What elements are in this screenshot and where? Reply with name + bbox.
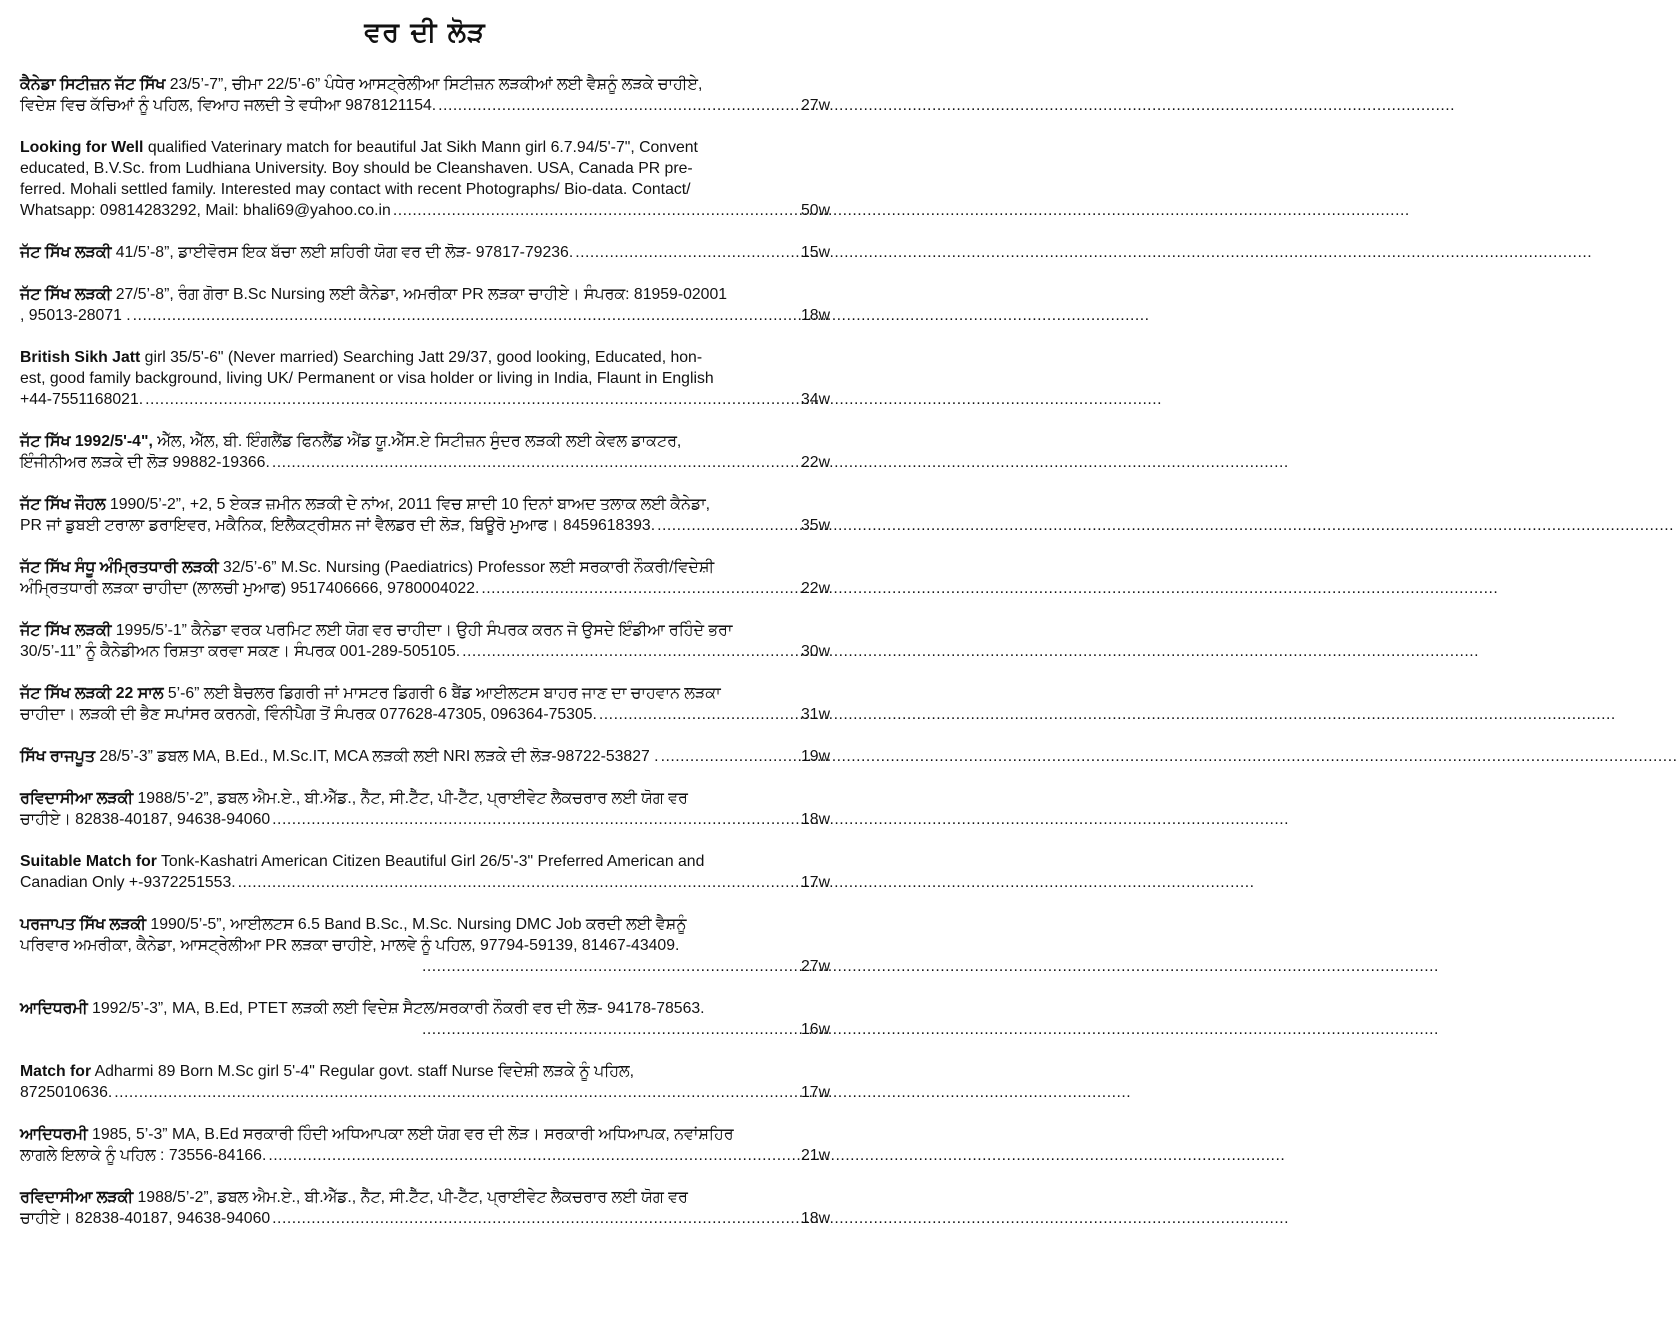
ad-entry — [20, 998, 830, 1040]
dot-leader — [272, 452, 799, 473]
ad-line — [20, 620, 830, 641]
dot-leader — [272, 809, 799, 830]
ad-text: ਜੱਟ ਸਿੱਖ ਲੜਕੀ 1995/5’-1” ਕੈਨੇਡਾ ਵਰਕ ਪਰਮਿਟ ਲਈ ਯੋਗ ਵਰ ਚਾਹੀਦਾ। ਉਹੀ ਸੰਪਰਕ ਕਰਨ ਜੋ ਉਸਦੇ ਇੰਡੀਆ ਰਹਿੰਦੇ ਭਰਾ — [20, 622, 733, 639]
ad-line — [20, 557, 830, 578]
ad-text: Match for Adharmi 89 Born M.Sc girl 5'-4" Regular govt. staff Nurse ਵਿਦੇਸ਼ੀ ਲੜਕੇ ਨੂੰ ਪਹਿਲ, — [20, 1063, 634, 1080]
ad-text: British Sikh Jatt girl 35/5'-6" (Never married) Searching Jatt 29/37, good looking, Educated, hon- — [20, 349, 703, 366]
ad-lead: ਪਰਜਾਪਤ ਸਿੱਖ ਲੜਕੀ — [20, 916, 147, 933]
ad-lead: ਰਵਿਦਾਸੀਆ ਲੜਕੀ — [20, 790, 134, 807]
ad-line-last — [20, 641, 830, 662]
ad-line — [20, 998, 830, 1019]
dot-leader — [114, 1082, 799, 1103]
ad-entry — [20, 1187, 830, 1229]
ad-entry — [20, 1124, 830, 1166]
ad-line-last — [20, 515, 830, 536]
ad-text: 30/5’-11” ਨੂੰ ਕੈਨੇਡੀਅਨ ਰਿਸ਼ਤਾ ਕਰਵਾ ਸਕਣ। ਸੰਪਰਕ 001-289-505105. — [20, 643, 461, 660]
ad-line-last — [20, 746, 830, 767]
ad-line-last — [20, 95, 830, 116]
ad-entry — [20, 494, 830, 536]
ad-lead: ਜੱਟ ਸਿੱਖ ਲੜਕੀ — [20, 622, 112, 639]
ad-line — [20, 284, 830, 305]
ad-text: ਜੱਟ ਸਿੱਖ ਜੌਹਲ 1990/5’-2”, +2, 5 ਏਕੜ ਜ਼ਮੀਨ ਲੜਕੀ ਦੇ ਨਾਂਅ, 2011 ਵਿਚ ਸ਼ਾਦੀ 10 ਦਿਨਾਂ ਬਾਅਦ ਤਲਾਕ ਲਈ ਕੈਨੇਡਾ, — [20, 496, 711, 513]
ad-line-last — [20, 872, 830, 893]
ad-text: , 95013-28071 . — [20, 307, 131, 324]
ad-line-last — [20, 305, 830, 326]
ad-line — [20, 431, 830, 452]
ad-text: ਰਵਿਦਾਸੀਆ ਲੜਕੀ 1988/5’-2”, ਡਬਲ ਐਮ.ਏ., ਬੀ.ਐੱਡ., ਨੈੱਟ, ਸੀ.ਟੈੱਟ, ਪੀ-ਟੈੱਟ, ਪ੍ਰਾਈਵੇਟ ਲੈਕਚਰਾਰ ਲਈ ਯੋਗ ਵਰ — [20, 790, 688, 807]
dot-leader — [599, 704, 799, 725]
ad-text: Canadian Only +-9372251553. — [20, 874, 236, 891]
ad-code: 34w — [801, 391, 830, 408]
ad-line — [20, 368, 830, 389]
ad-line-last — [20, 242, 830, 263]
ad-text: ferred. Mohali settled family. Interested may contact with recent Photographs/ Bio-data. Contact/ — [20, 181, 691, 198]
ad-line-last — [20, 578, 830, 599]
ad-line-last — [20, 956, 830, 977]
ad-code: 22w — [801, 454, 830, 471]
ad-code: 21w — [801, 1147, 830, 1164]
dot-leader — [133, 305, 799, 326]
ad-line — [20, 179, 830, 200]
ad-lead: ਕੈਨੇਡਾ ਸਿਟੀਜ਼ਨ ਜੱਟ ਸਿੱਖ — [20, 76, 166, 93]
dot-leader — [481, 578, 799, 599]
ad-code: 31w — [801, 706, 830, 723]
ad-lead: ਜੱਟ ਸਿੱਖ 1992/5'-4", — [20, 433, 153, 450]
ad-lead: Looking for Well — [20, 139, 144, 156]
ad-text: ਰਵਿਦਾਸੀਆ ਲੜਕੀ 1988/5’-2”, ਡਬਲ ਐਮ.ਏ., ਬੀ.ਐੱਡ., ਨੈੱਟ, ਸੀ.ਟੈੱਟ, ਪੀ-ਟੈੱਟ, ਪ੍ਰਾਈਵੇਟ ਲੈਕਚਰਾਰ ਲਈ ਯੋਗ ਵਰ — [20, 1189, 688, 1206]
ad-text: educated, B.V.Sc. from Ludhiana University. Boy should be Cleanshaven. USA, Canada PR pre- — [20, 160, 693, 177]
ad-lead: ਜੱਟ ਸਿੱਖ ਸੰਧੂ ਅੰਮ੍ਰਿਤਧਾਰੀ ਲੜਕੀ — [20, 559, 219, 576]
ad-entry — [20, 788, 830, 830]
ad-lead: ਆਦਿਧਰਮੀ — [20, 1000, 88, 1017]
dot-leader — [422, 1019, 799, 1040]
ad-code: 18w — [801, 811, 830, 828]
ad-entry — [20, 746, 830, 767]
ad-text: ਚਾਹੀਏ। 82838-40187, 94638-94060 — [20, 1210, 271, 1227]
ad-line — [20, 914, 830, 935]
ad-text: 8725010636. — [20, 1084, 113, 1101]
page-title: ਵਰ ਦੀ ਲੋੜ — [364, 17, 486, 48]
ad-text: ਇੰਜੀਨੀਅਰ ਲੜਕੇ ਦੀ ਲੋੜ 99882-19366. — [20, 454, 270, 471]
ad-code: 17w — [801, 1084, 830, 1101]
ad-lead: British Sikh Jatt — [20, 349, 141, 366]
ad-text: Looking for Well qualified Vaterinary match for beautiful Jat Sikh Mann girl 6.7.94/5'-7", Convent — [20, 139, 698, 156]
dot-leader — [238, 872, 799, 893]
ad-entry — [20, 242, 830, 263]
ad-text: ਪਰਿਵਾਰ ਅਮਰੀਕਾ, ਕੈਨੇਡਾ, ਆਸਟ੍ਰੇਲੀਆ PR ਲੜਕਾ ਚਾਹੀਏ, ਮਾਲਵੇ ਨੂੰ ਪਹਿਲ, 97794-59139, 81467-43409. — [20, 937, 680, 954]
ad-line-last — [20, 1208, 830, 1229]
ad-text: ਵਿਦੇਸ਼ ਵਿਚ ਕੱਚਿਆਂ ਨੂੰ ਪਹਿਲ, ਵਿਆਹ ਜਲਦੀ ਤੇ ਵਧੀਆ 9878121154. — [20, 97, 437, 114]
dot-leader — [575, 242, 799, 263]
ad-list — [20, 74, 830, 1250]
ad-text: Whatsapp: 09814283292, Mail: bhali69@yahoo.co.in — [20, 202, 391, 219]
ad-entry — [20, 620, 830, 662]
dot-leader — [422, 956, 799, 977]
dot-leader — [393, 200, 799, 221]
ad-code: 15w — [801, 244, 830, 261]
ad-line-last — [20, 200, 830, 221]
ad-code: 22w — [801, 580, 830, 597]
ad-line — [20, 935, 830, 956]
ad-entry — [20, 137, 830, 221]
ad-text: +44-7551168021. — [20, 391, 144, 408]
ad-text: ਲਾਗਲੇ ਇਲਾਕੇ ਨੂੰ ਪਹਿਲ : 73556-84166. — [20, 1147, 267, 1164]
dot-leader — [657, 515, 799, 536]
ad-text: ਜੱਟ ਸਿੱਖ ਸੰਧੂ ਅੰਮ੍ਰਿਤਧਾਰੀ ਲੜਕੀ 32/5’-6” M.Sc. Nursing (Paediatrics) Professor ਲਈ ਸਰਕਾਰੀ ਨੌਕਰੀ/ਵਿਦੇਸ਼ੀ — [20, 559, 715, 576]
ad-code: 30w — [801, 643, 830, 660]
ad-line — [20, 1061, 830, 1082]
ad-text: ਜੱਟ ਸਿੱਖ ਲੜਕੀ 27/5’-8”, ਰੰਗ ਗੋਰਾ B.Sc Nursing ਲਈ ਕੈਨੇਡਾ, ਅਮਰੀਕਾ PR ਲੜਕਾ ਚਾਹੀਏ। ਸੰਪਰਕ: 81959-02001 — [20, 286, 728, 303]
ad-code: 19w — [801, 748, 830, 765]
ad-line — [20, 1187, 830, 1208]
ad-entry — [20, 914, 830, 977]
ad-line-last — [20, 389, 830, 410]
ad-lead: ਆਦਿਧਰਮੀ — [20, 1126, 88, 1143]
dot-leader — [462, 641, 799, 662]
ad-text: ਚਾਹੀਏ। 82838-40187, 94638-94060 — [20, 811, 271, 828]
ad-code: 17w — [801, 874, 830, 891]
ad-text: ਚਾਹੀਦਾ। ਲੜਕੀ ਦੀ ਭੈਣ ਸਪਾਂਸਰ ਕਰਨਗੇ, ਵਿੰਨੀਪੈਗ ਤੋਂ ਸੰਪਰਕ 077628-47305, 096364-75305. — [20, 706, 597, 723]
ad-line — [20, 347, 830, 368]
ad-line-last — [20, 704, 830, 725]
ad-code: 35w — [801, 517, 830, 534]
ad-lead: ਜੱਟ ਸਿੱਖ ਜੌਹਲ — [20, 496, 106, 513]
ad-entry — [20, 557, 830, 599]
ad-code: 27w — [801, 97, 830, 114]
ad-text: ਸਿੱਖ ਰਾਜਪੂਤ 28/5’-3” ਡਬਲ MA, B.Ed., M.Sc.IT, MCA ਲੜਕੀ ਲਈ NRI ਲੜਕੇ ਦੀ ਲੋੜ-98722-53827 . — [20, 748, 659, 765]
ad-text: ਜੱਟ ਸਿੱਖ 1992/5'-4", ਐੱਲ, ਐੱਲ, ਬੀ. ਇੰਗਲੈਂਡ ਫਿਨਲੈਂਡ ਐਂਡ ਯੂ.ਐੱਸ.ਏ ਸਿਟੀਜ਼ਨ ਸੁੰਦਰ ਲੜਕੀ ਲਈ ਕੇਵਲ ਡਾਕਟਰ, — [20, 433, 682, 450]
dot-leader — [438, 95, 799, 116]
ad-text: ਆਦਿਧਰਮੀ 1992/5’-3”, MA, B.Ed, PTET ਲੜਕੀ ਲਈ ਵਿਦੇਸ਼ ਸੈਟਲ/ਸਰਕਾਰੀ ਨੌਕਰੀ ਵਰ ਦੀ ਲੋੜ- 94178-78563. — [20, 1000, 705, 1017]
ad-code: 16w — [801, 1021, 830, 1038]
ad-entry — [20, 851, 830, 893]
ad-text: ਕੈਨੇਡਾ ਸਿਟੀਜ਼ਨ ਜੱਟ ਸਿੱਖ 23/5’-7”, ਚੀਮਾ 22/5’-6” ਪੰਧੇਰ ਆਸਟ੍ਰੇਲੀਆ ਸਿਟੀਜ਼ਨ ਲੜਕੀਆਂ ਲਈ ਵੈਸ਼ਨੂੰ ਲੜਕੇ ਚਾਹੀਏ, — [20, 76, 703, 93]
ad-text: ਪਰਜਾਪਤ ਸਿੱਖ ਲੜਕੀ 1990/5’-5”, ਆਈਲਟਸ 6.5 Band B.Sc., M.Sc. Nursing DMC Job ਕਰਦੀ ਲਈ ਵੈਸ਼ਨੂੰ — [20, 916, 687, 933]
ad-code: 18w — [801, 1210, 830, 1227]
ad-code: 50w — [801, 202, 830, 219]
ad-text: Suitable Match for Tonk-Kashatri American Citizen Beautiful Girl 26/5'-3" Preferred American and — [20, 853, 705, 870]
ad-line — [20, 788, 830, 809]
ad-line-last — [20, 1145, 830, 1166]
ad-line-last — [20, 1082, 830, 1103]
ad-lead: ਜੱਟ ਸਿੱਖ ਲੜਕੀ 22 ਸਾਲ — [20, 685, 164, 702]
ad-lead: ਸਿੱਖ ਰਾਜਪੂਤ — [20, 748, 95, 765]
ad-line-last — [20, 1019, 830, 1040]
ad-text: ਆਦਿਧਰਮੀ 1985, 5’-3” MA, B.Ed ਸਰਕਾਰੀ ਹਿੰਦੀ ਅਧਿਆਪਕਾ ਲਈ ਯੋਗ ਵਰ ਦੀ ਲੋੜ। ਸਰਕਾਰੀ ਅਧਿਆਪਕ, ਨਵਾਂਸ਼ਹਿਰ — [20, 1126, 734, 1143]
ad-line-last — [20, 452, 830, 473]
dot-leader — [661, 746, 799, 767]
ad-entry — [20, 284, 830, 326]
ad-text: ਜੱਟ ਸਿੱਖ ਲੜਕੀ 22 ਸਾਲ 5’-6” ਲਈ ਬੈਚਲਰ ਡਿਗਰੀ ਜਾਂ ਮਾਸਟਰ ਡਿਗਰੀ 6 ਬੈਂਡ ਆਈਲਟਸ ਬਾਹਰ ਜਾਣ ਦਾ ਚਾਹਵਾਨ ਲੜਕਾ — [20, 685, 721, 702]
ad-line — [20, 137, 830, 158]
ad-lead: ਜੱਟ ਸਿੱਖ ਲੜਕੀ — [20, 244, 112, 261]
dot-leader — [272, 1208, 799, 1229]
dot-leader — [145, 389, 799, 410]
ad-text: est, good family background, living UK/ Permanent or visa holder or living in India, Flaunt in English — [20, 370, 714, 387]
ad-entry — [20, 683, 830, 725]
ad-text: PR ਜਾਂ ਡੁਬਈ ਟਰਾਲਾ ਡਰਾਇਵਰ, ਮਕੈਨਿਕ, ਇਲੈਕਟ੍ਰੀਸ਼ਨ ਜਾਂ ਵੈਲਡਰ ਦੀ ਲੋੜ, ਬਿਊਰੋ ਮੁਆਫ। 8459618393. — [20, 517, 656, 534]
ad-line — [20, 158, 830, 179]
ad-entry — [20, 1061, 830, 1103]
ad-lead: ਜੱਟ ਸਿੱਖ ਲੜਕੀ — [20, 286, 112, 303]
ad-lead: ਰਵਿਦਾਸੀਆ ਲੜਕੀ — [20, 1189, 134, 1206]
ad-line — [20, 851, 830, 872]
ad-line — [20, 494, 830, 515]
ad-code: 27w — [801, 958, 830, 975]
ad-line-last — [20, 809, 830, 830]
dot-leader — [268, 1145, 799, 1166]
ad-line — [20, 74, 830, 95]
ad-text: ਜੱਟ ਸਿੱਖ ਲੜਕੀ 41/5’-8”, ਡਾਈਵੋਰਸ ਇਕ ਬੱਚਾ ਲਈ ਸ਼ਹਿਰੀ ਯੋਗ ਵਰ ਦੀ ਲੋੜ- 97817-79236. — [20, 244, 574, 261]
ad-lead: Suitable Match for — [20, 853, 157, 870]
ad-lead: Match for — [20, 1063, 92, 1080]
ad-line — [20, 1124, 830, 1145]
ad-entry — [20, 74, 830, 116]
ad-line — [20, 683, 830, 704]
ad-entry — [20, 347, 830, 410]
ad-entry — [20, 431, 830, 473]
ad-text: ਅੰਮ੍ਰਿਤਧਾਰੀ ਲੜਕਾ ਚਾਹੀਦਾ (ਲਾਲਚੀ ਮੁਆਫ) 9517406666, 9780004022. — [20, 580, 480, 597]
ad-code: 18w — [801, 307, 830, 324]
